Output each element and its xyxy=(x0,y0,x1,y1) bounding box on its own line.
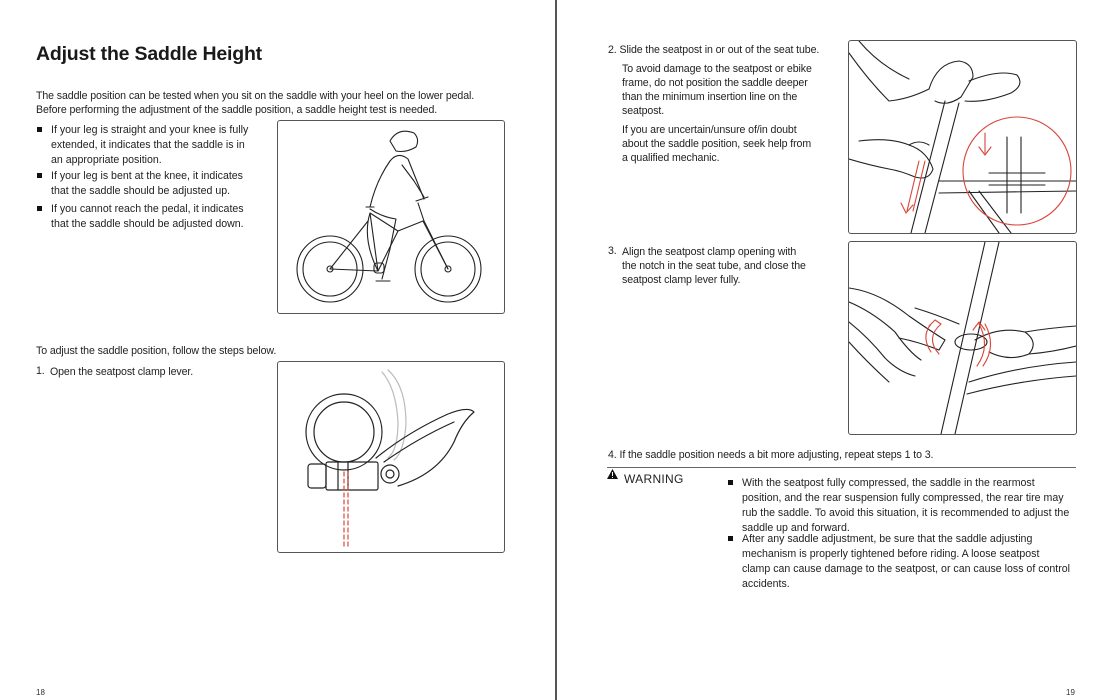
step3-line: the notch in the seat tube, and close the xyxy=(622,260,806,272)
warning-line: After any saddle adjustment, be sure that the saddle adjusting xyxy=(742,533,1033,545)
warning-line: clamp can cause damage to the seatpost, or can cause loss of control xyxy=(742,563,1071,575)
cyclist-illustration xyxy=(277,120,505,314)
steps-intro: To adjust the saddle position, follow the steps below. xyxy=(36,345,277,357)
step3-number: 3. xyxy=(608,245,617,257)
page-number-right: 19 xyxy=(1066,688,1075,697)
bullet-line: If you cannot reach the pedal, it indicates xyxy=(51,203,244,215)
step4-text: 4. If the saddle position needs a bit more adjusting, repeat steps 1 to 3. xyxy=(608,449,934,461)
clamp-lever-illustration xyxy=(277,361,505,553)
step2-para1-line: To avoid damage to the seatpost or ebike xyxy=(622,63,812,75)
bullet-square-icon xyxy=(728,480,733,485)
page-number-left: 18 xyxy=(36,688,45,697)
step2-para2-line: about the saddle position, seek help from xyxy=(622,138,812,150)
step2-para1-line: seatpost. xyxy=(622,105,665,117)
step2-para1-line: than the minimum insertion line on the xyxy=(622,91,798,103)
bullet-square-icon xyxy=(37,127,42,132)
bullet-line: an appropriate position. xyxy=(51,154,162,166)
step3-line: Align the seatpost clamp opening with xyxy=(622,246,797,258)
bullet-line: If your leg is bent at the knee, it indicates xyxy=(51,170,243,182)
bullet-line: that the saddle should be adjusted down. xyxy=(51,218,244,230)
intro-line-2: Before performing the adjustment of the saddle position, a saddle height test is needed. xyxy=(36,104,438,116)
bullet-square-icon xyxy=(37,173,42,178)
step2-para2-line: a qualified mechanic. xyxy=(622,152,720,164)
page-title: Adjust the Saddle Height xyxy=(36,43,262,65)
bullet-line: extended, it indicates that the saddle is in xyxy=(51,139,245,151)
warning-line: rub the saddle. To avoid this situation, it is recommended to adjust the xyxy=(742,507,1070,519)
warning-line: mechanism is properly tightened before riding. A loose seatpost xyxy=(742,548,1040,560)
warning-line: With the seatpost fully compressed, the saddle in the rearmost xyxy=(742,477,1035,489)
step3-line: seatpost clamp lever fully. xyxy=(622,274,741,286)
bullet-line: that the saddle should be adjusted up. xyxy=(51,185,231,197)
intro-line-1: The saddle position can be tested when you sit on the saddle with your heel on the lower pedal. xyxy=(36,90,475,102)
warning-line: saddle up and forward. xyxy=(742,522,850,534)
bullet-square-icon xyxy=(37,206,42,211)
step2-title: 2. Slide the seatpost in or out of the seat tube. xyxy=(608,44,820,56)
warning-label: WARNING xyxy=(624,472,684,486)
warning-line: position, and the rear suspension fully compressed, the rear tire may xyxy=(742,492,1064,504)
step1-text: Open the seatpost clamp lever. xyxy=(50,366,194,378)
seatpost-slide-illustration xyxy=(848,40,1077,234)
clamp-close-illustration xyxy=(848,241,1077,435)
bullet-line: If your leg is straight and your knee is fully xyxy=(51,124,249,136)
warning-divider xyxy=(607,467,1076,468)
warning-line: accidents. xyxy=(742,578,790,590)
bullet-square-icon xyxy=(728,536,733,541)
step2-para2-line: If you are uncertain/unsure of/in doubt xyxy=(622,124,797,136)
warning-triangle-icon xyxy=(607,469,618,479)
step2-para1-line: frame, do not position the saddle deeper xyxy=(622,77,808,89)
step1-number: 1. xyxy=(36,365,45,377)
